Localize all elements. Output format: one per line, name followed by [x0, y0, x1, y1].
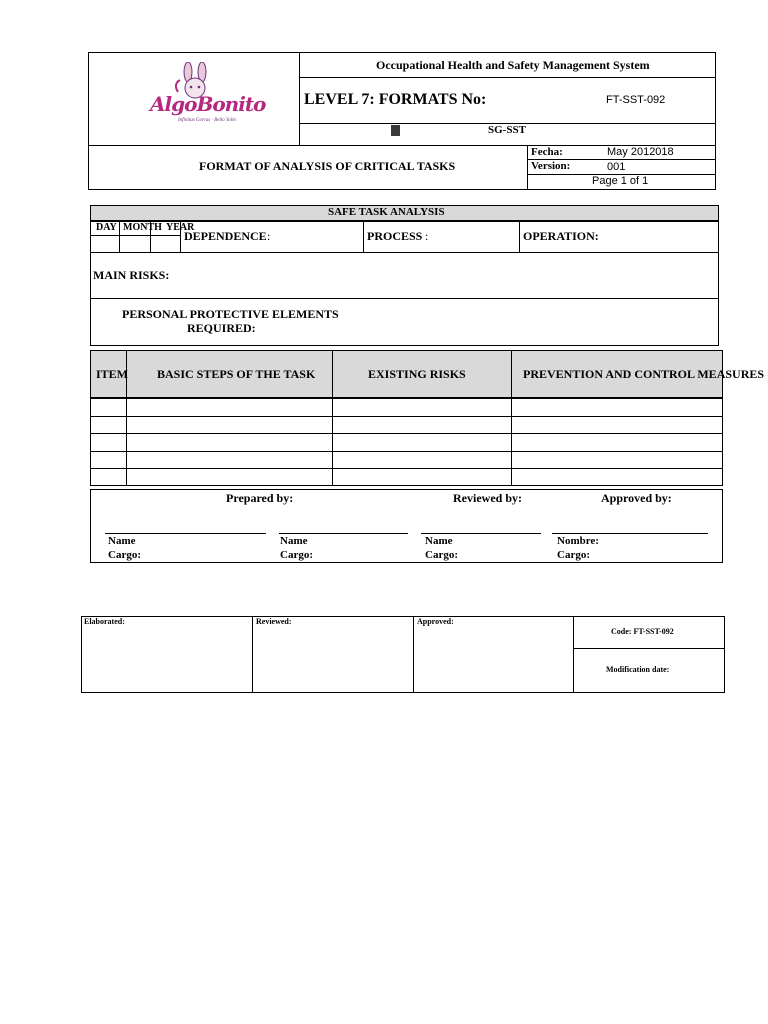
footer-code: Code: FT-SST-092 — [611, 627, 674, 636]
safe-task-title: SAFE TASK ANALYSIS — [328, 206, 445, 218]
approved-label: Approved: — [417, 617, 454, 626]
signature-line — [421, 533, 541, 534]
footer-column-divider — [252, 616, 253, 693]
reviewed-by-label: Reviewed by: — [453, 491, 522, 505]
signature-cargo: Cargo: — [557, 549, 590, 561]
main-risks-label: MAIN RISKS: — [93, 268, 170, 282]
year-label: YEAR — [166, 222, 195, 233]
steps-table-column-divider — [511, 350, 512, 486]
day-label: DAY — [96, 222, 117, 233]
process-colon: : — [425, 229, 429, 243]
signature-line — [279, 533, 408, 534]
header-divider — [299, 77, 716, 78]
sg-sst-label: SG-SST — [488, 124, 526, 136]
signature-cargo: Cargo: — [425, 549, 458, 561]
prepared-by-label: Prepared by: — [226, 491, 294, 505]
table-row — [90, 416, 723, 417]
format-title: FORMAT OF ANALYSIS OF CRITICAL TASKS — [199, 159, 456, 173]
header-divider-vertical — [299, 52, 300, 145]
month-label: MONTH — [123, 222, 162, 233]
signature-line — [552, 533, 708, 534]
signature-cargo: Cargo: — [108, 549, 141, 561]
signature-name: Name — [108, 535, 136, 547]
signature-cargo: Cargo: — [280, 549, 313, 561]
fecha-label: Fecha: — [531, 146, 563, 158]
header-divider-vertical — [527, 145, 528, 190]
dependence-colon: : — [267, 229, 271, 243]
ppe-label-line2: REQUIRED: — [187, 321, 256, 335]
footer-column-divider — [573, 616, 574, 693]
column-header-prevention: PREVENTION AND CONTROL MEASURES — [523, 367, 765, 381]
logo-text: AlgoBonito — [150, 92, 266, 116]
company-logo — [148, 62, 268, 132]
task-info-divider-vertical — [363, 221, 364, 252]
footer-column-divider — [413, 616, 414, 693]
version-value: 001 — [607, 161, 626, 173]
table-row — [90, 468, 723, 469]
date-cell-divider — [90, 235, 180, 236]
fecha-value: May 2012018 — [607, 146, 674, 158]
table-row — [90, 433, 723, 434]
format-code: FT-SST-092 — [606, 94, 666, 106]
reviewed-label: Reviewed: — [256, 617, 292, 626]
signature-line — [105, 533, 266, 534]
column-header-item: ITEM — [96, 367, 129, 381]
steps-table-column-divider — [332, 350, 333, 486]
task-info-divider — [90, 252, 719, 253]
elaborated-label: Elaborated: — [84, 617, 125, 626]
column-header-basic-steps: BASIC STEPS OF THE TASK — [157, 367, 316, 381]
system-title: Occupational Health and Safety Management System — [376, 58, 650, 72]
ppe-label-line1: PERSONAL PROTECTIVE ELEMENTS — [122, 307, 339, 321]
marker-square-icon — [391, 125, 400, 136]
page-indicator: Page 1 of 1 — [592, 175, 649, 187]
task-info-divider — [90, 298, 719, 299]
process-label: PROCESS — [367, 229, 423, 243]
approved-by-label: Approved by: — [601, 491, 672, 505]
signature-name: Name — [280, 535, 308, 547]
table-row — [90, 451, 723, 452]
steps-table-body — [90, 398, 723, 486]
footer-divider — [573, 648, 725, 649]
date-cell-divider — [119, 221, 120, 252]
column-header-existing-risks: EXISTING RISKS — [368, 367, 466, 381]
version-label: Version: — [531, 160, 571, 172]
task-info-divider-vertical — [519, 221, 520, 252]
level-label: LEVEL 7: FORMATS No: — [304, 91, 487, 108]
dependence-label: DEPENDENCE — [184, 229, 267, 243]
modification-date-label: Modification date: — [606, 665, 670, 674]
signature-name: Name — [425, 535, 453, 547]
logo-tagline: Infinitas Gorras · Bello Yollo — [178, 118, 237, 123]
operation-label: OPERATION: — [523, 229, 599, 243]
signature-name: Nombre: — [557, 535, 599, 547]
